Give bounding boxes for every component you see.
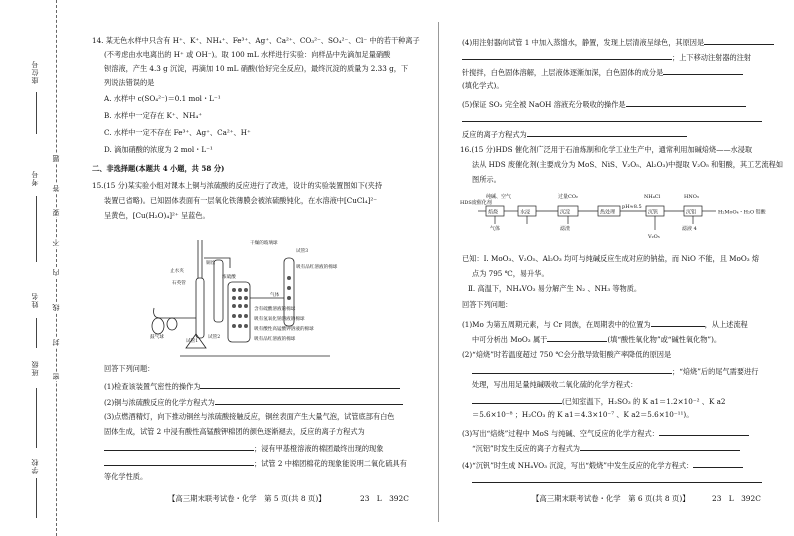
q15-stem-line: 装置已省略)。已知固体表面有一层氧化铁薄膜会被浓硫酸钝化，在水溶液中[CuCl₄]²⁻ [104, 196, 378, 205]
label-magenta-cotton: 吸有品红溶液的棉球 [296, 265, 338, 270]
q16-sub3-line: “沉铝”时发生反应的离子方程式为 [472, 442, 740, 453]
q16-sub1-line: (1)Mo 为第五周期元素，与 Cr 同族，在周期表中的位置为 ，从上述流程 [462, 320, 748, 329]
q16-sub3-line: (3)写出“焙烧”过程中 MoS 与纯碱、空气反应的化学方程式： [462, 427, 749, 438]
q15-sub3-line: ；浸有甲基橙溶液的棉团最终出现的现象 [104, 442, 383, 453]
q16-sub2-line: ＝5.6×10⁻⁸ ；H₂CO₃ 的 K a1＝4.3×10⁻⁷ 、K a2＝5.6×10⁻¹¹)。 [472, 410, 694, 419]
answer-blank[interactable] [651, 318, 705, 327]
name-blank [36, 318, 37, 348]
flow-residue: 滤渣 [560, 226, 571, 232]
footer-right-code: 23 L 392C [712, 494, 761, 503]
answer-blank[interactable] [104, 442, 254, 451]
seal-char: 要 [52, 209, 60, 216]
q16-stem-line: 图所示。 [472, 175, 501, 184]
exam-number-label: 考号 [31, 170, 39, 186]
label-cotton-magenta: 吸有品红溶液的棉球 [254, 337, 296, 342]
known-line: Ⅱ. 高温下，NH₄VO₃ 易分解产生 N₂ 、NH₃ 等物质。 [468, 284, 642, 293]
flow-gas: 气体 [490, 226, 501, 232]
answer-blank[interactable] [472, 474, 762, 483]
label-clamp: 止水夹 [170, 269, 184, 274]
q16-stem-line: 法从 HDS 废催化剂(主要成分为 MoS、NiS、V₂O₅、Al₂O₃)中提取 V₂O₅ 和钼酸，其工艺流程如 [472, 160, 784, 169]
q16-sub2-line: ；“焙烧”后的尾气需要进行 [472, 365, 758, 376]
label-gas: 气体 [270, 293, 280, 298]
seal-char: 密 [52, 373, 60, 380]
q16-stem-line: 16.(15 分)HDS 催化剂广泛用于石油炼制和化学工业生产中，通常利用加碱焙烧——水浸取 [460, 145, 753, 154]
label-cotton-acid: 含有硫酸溶液的棉球 [254, 307, 296, 312]
flow-molybdenum: 沉钼 [686, 209, 697, 216]
footer-right-title: 【高三期末联考试卷・化学 第 6 页(共 8 页)】 [532, 494, 690, 503]
known-line: 已知：Ⅰ. MoO₃、V₂O₅、Al₂O₃ 均可与纯碱反应生成对应的钠盐，而 NiO 不能，且 MoO₃ 熔 [462, 254, 760, 263]
flow-vanadium: 沉钒 [648, 209, 659, 216]
page-divider [438, 22, 439, 522]
q15-5-line: (5)保证 SO₂ 完全被 NaOH 溶液充分吸收的操作是 [462, 98, 746, 109]
q15-5-line [462, 113, 762, 124]
q15-sub3-line: ；试管 2 中棉团棉花的现象能说明二氧化硫具有 [104, 457, 407, 468]
flow-v2o5: V₂O₅ [648, 234, 660, 240]
label-sulfuric-acid: 浓硫酸 [222, 275, 236, 280]
seal-char: 答 [52, 185, 60, 192]
answer-blank[interactable] [472, 395, 562, 404]
q14-option-c: C. 水样中一定不存在 Fe³⁺、Ag⁺、Ca²⁺、H⁺ [104, 128, 251, 137]
answer-blank[interactable] [704, 36, 774, 45]
label-quartz-tube: 石英管 [172, 281, 186, 286]
q16-sub4-line [472, 474, 762, 485]
q15-4-line: (4)用注射器向试管 1 中加入蒸馏水，静置，发现上层清液呈绿色，其原因是 [462, 36, 774, 47]
q14-stem-line: 列说法错误的是 [104, 78, 155, 87]
answer-blank[interactable] [200, 380, 400, 389]
q16-intro: 回答下列问题： [462, 300, 513, 309]
label-tube1: 试管1 [186, 339, 199, 344]
class-label: 班级 [31, 360, 39, 376]
q15-4-line: ；上下移动注射器的注射 [462, 51, 751, 62]
q15-5-line: 反应的离子方程式为 [462, 128, 687, 139]
process-flow-diagram [460, 190, 772, 244]
flow-product: H₂MoO₄・H₂O 钼酸 [718, 209, 766, 216]
answer-blank[interactable] [626, 98, 746, 107]
answer-blank[interactable] [462, 51, 672, 60]
q15-stem-line: 15.(15 分)某实验小组对课本上铜与浓硫酸的反应进行了改进，设计的实验装置图如下(夹持 [92, 181, 383, 190]
flow-precip: 沉淀 [560, 209, 571, 216]
q15-4-line: (填化学式)。 [462, 81, 504, 90]
label-copper-wire: 铜丝 [206, 261, 216, 266]
seal-char: 题 [52, 155, 60, 162]
q16-sub4-line: (4)“沉钒”时生成 NH₄VO₃ 沉淀，写出“煅烧”中发生反应的化学方程式： [462, 459, 743, 470]
q16-sub2-line: 处理，写出用足量纯碱吸收二氧化硫的化学方程式： [472, 380, 638, 389]
footer-left-title: 【高三期末联考试卷・化学 第 5 页(共 8 页)】 [168, 494, 326, 503]
q15-sub1: (1)检查该装置气密性的操作为 [104, 380, 400, 391]
flow-ph: pH≈8.5 [622, 204, 642, 210]
flow-reagent2: 过量CO₂ [558, 194, 578, 200]
experiment-apparatus-diagram [150, 238, 350, 361]
seal-char: 不 [52, 239, 60, 246]
seal-char: 线 [52, 304, 60, 311]
answer-blank[interactable] [215, 396, 403, 405]
label-blower: 鼓气球 [150, 335, 164, 340]
answer-blank[interactable] [527, 128, 687, 137]
q14-stem-line: (不考虑由水电离出的 H⁺ 或 OH⁻)。取 100 mL 水样进行实验：向样品中先滴加足量硝酸 [104, 50, 391, 59]
label-cotton-kmno4: 吸有酸性高锰酸钾溶液的棉球 [254, 327, 314, 332]
answer-blank[interactable] [547, 333, 607, 342]
q14-stem-line: 钡溶液，产生 4.3 g 沉淀，再滴加 10 mL 硝酸(恰好完全反应)，最终沉淀的质量为 2.33 g，下 [104, 64, 409, 73]
seal-char: 封 [52, 339, 60, 346]
flow-raw: HDS废催化剂 [460, 200, 492, 206]
flow-reagent3: NH₄Cl [644, 194, 661, 200]
label-cotton-naoh: 吸有氢氧化钠溶液的棉球 [254, 317, 305, 322]
class-blank [36, 388, 37, 448]
q16-sub2-line: (2)“焙烧”时若温度超过 750 ℃会分散导致钼酸产率降低的原因是 [462, 350, 672, 359]
binding-margin [0, 0, 86, 536]
q14-option-d: D. 滴加硝酸的浓度为 2 mol・L⁻¹ [104, 145, 213, 154]
answer-blank[interactable] [663, 66, 743, 75]
seat-number-blank [36, 92, 37, 134]
q14-option-b: B. 水样中一定存在 K⁺、NH₄⁺ [104, 111, 203, 120]
q16-sub2-line: (已知室温下，H₂SO₃ 的 K a1＝1.2×10⁻² 、K a2 [472, 395, 726, 406]
q15-sub3-line: (3)点燃酒精灯，向下推动铜丝与浓硫酸接触反应，铜丝表面产生大量气泡，试管底部有白色 [104, 412, 395, 421]
flow-reagent4: HNO₃ [684, 194, 699, 200]
q15-sub2: (2)铜与浓硫酸反应的化学方程式为 [104, 396, 403, 407]
name-label: 姓名 [31, 292, 39, 308]
q15-stem-line: 呈黄色，[Cu(H₂O)₄]²⁺ 呈蓝色。 [104, 211, 210, 220]
q16-sub1-line: 中可分析出 MoO₃ 属于 (填“酸性氧化物”或“碱性氧化物”)。 [472, 335, 722, 344]
known-line: 点为 795 ℃，易升华。 [472, 269, 549, 278]
q15-sub3-line: 等化学性质。 [104, 472, 148, 481]
answer-blank[interactable] [659, 427, 749, 436]
flow-leach: 水浸 [520, 209, 531, 216]
q14-option-a: A. 水样中 c(SO₄²⁻)＝0.1 mol・L⁻¹ [104, 94, 221, 103]
section-heading: 二、非选择题(本题共 4 小题，共 58 分) [92, 164, 225, 173]
q15-4-line: 针搅拌，白色固体溶解，上层液体逐渐加深，白色固体的成分是 [462, 66, 743, 77]
school-label: 学校 [31, 458, 39, 474]
seal-char: 内 [52, 269, 60, 276]
answer-blank[interactable] [580, 442, 740, 451]
answer-blank[interactable] [693, 459, 743, 468]
school-blank [36, 478, 37, 518]
q15-sub3-line: 固体生成，试管 2 中浸有酸性高锰酸钾棉团的颜色逐渐褪去，反应的离子方程式为 [104, 427, 365, 436]
flow-heat: 热处理 [600, 209, 616, 216]
q15-intro: 回答下列问题： [104, 364, 155, 373]
answer-blank[interactable] [462, 113, 762, 122]
flow-filtrate: 滤液 4 [682, 226, 697, 232]
answer-blank[interactable] [104, 457, 254, 466]
footer-left-code: 23 L 392C [360, 494, 409, 503]
exam-number-blank [36, 196, 37, 262]
q14-stem-line: 14. 某无色水样中只含有 H⁺、K⁺、NH₄⁺、Fe³⁺、Ag⁺、Ca²⁺、CO₃²⁻、SO₄²⁻、Cl⁻ 中的若干种离子 [92, 36, 420, 45]
seat-number-label: 座位号 [31, 60, 39, 84]
flow-reagent1: 纯碱、空气 [486, 194, 512, 200]
label-tube3: 试管3 [296, 249, 309, 254]
answer-blank[interactable] [472, 365, 672, 374]
label-glass-ball: 干燥的玻璃球 [250, 241, 278, 246]
label-tube2: 试管2 [208, 335, 221, 340]
flow-roast: 焙烧 [488, 209, 499, 216]
